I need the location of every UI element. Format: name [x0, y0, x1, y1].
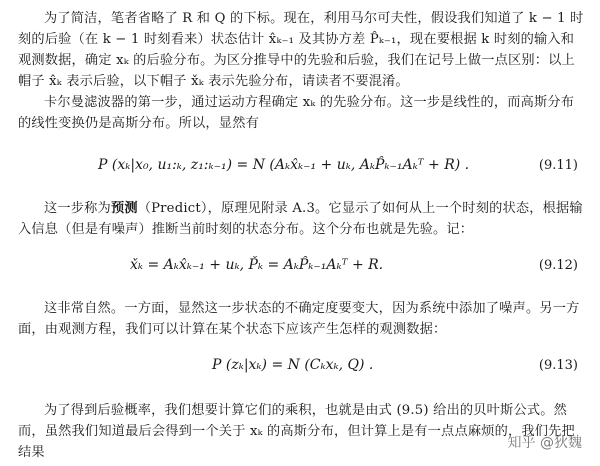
- paragraph-2: [18, 92, 584, 134]
- equation-9-12: [0, 257, 600, 281]
- equation-9-13-body: P (zₖ|xₖ) = N (Cₖxₖ, Q) .: [212, 357, 374, 373]
- term-predict: 预测: [110, 201, 138, 216]
- paragraph-1-text: 为了简洁，笔者省略了 R 和 Q 的下标。现在，利用马尔可夫性，假设我们知道了 k − 1 时刻的后验（在 k − 1 时刻看来）状态估计 x̂ₖ₋₁ 及其协方差 P̂ₖ₋₁，现在要根据 k 时刻的输入和观测数据，确定 xₖ 的后验分布。为区分推导中的先验和后验，我们在记号上做一点区别：以上帽子 x̂ₖ 表示后验，以下帽子 x̌ₖ 表示先验分布，请读者不要混淆。: [18, 11, 584, 89]
- equation-9-13-number: (9.13): [538, 358, 578, 373]
- paragraph-5: [18, 400, 584, 463]
- equation-9-12-body: x̌ₖ = Aₖx̂ₖ₋₁ + uₖ, P̌ₖ = AₖP̂ₖ₋₁Aₖᵀ + R.: [130, 257, 384, 273]
- paragraph-3-text: [18, 198, 584, 240]
- equation-9-12-number: (9.12): [538, 258, 578, 273]
- paragraph-3-rest: （Predict），原理见附录 A.3。它显示了如何从上一个时刻的状态，根据输入信息（但是有噪声）推断当前时刻的状态分布。这个分布也就是先验。记：: [18, 201, 583, 237]
- equation-9-11-number: (9.11): [538, 158, 578, 173]
- paragraph-5-text: 为了得到后验概率，我们想要计算它们的乘积，也就是由式 (9.5) 给出的贝叶斯公式。然而，虽然我们知道最后会得到一个关于 xₖ 的高斯分布，但计算上是有一点点麻烦的，我们先把结果: [18, 403, 575, 460]
- paragraph-4-text: 这非常自然。一方面，显然这一步状态的不确定度要变大，因为系统中添加了噪声。另一方面，由观测方程，我们可以计算在某个状态下应该产生怎样的观测数据：: [18, 301, 580, 337]
- zhihu-watermark: 知乎 @狄魏: [507, 435, 582, 451]
- paragraph-3-lead: 这一步称为: [44, 201, 111, 216]
- paragraph-4: [18, 298, 584, 340]
- paragraph-2-text: 卡尔曼滤波器的第一步，通过运动方程确定 xₖ 的先验分布。这一步是线性的，而高斯分布的线性变换仍是高斯分布。所以，显然有: [18, 95, 575, 131]
- paragraph-3: [18, 198, 584, 240]
- paragraph-1: [18, 8, 584, 92]
- equation-9-13: [0, 357, 600, 381]
- equation-9-11-body: P (xₖ|x₀, u₁:ₖ, z₁:ₖ₋₁) = N (Aₖx̂ₖ₋₁ + uₖ, AₖP̂ₖ₋₁Aₖᵀ + R) .: [98, 157, 470, 173]
- equation-9-11: [0, 157, 600, 181]
